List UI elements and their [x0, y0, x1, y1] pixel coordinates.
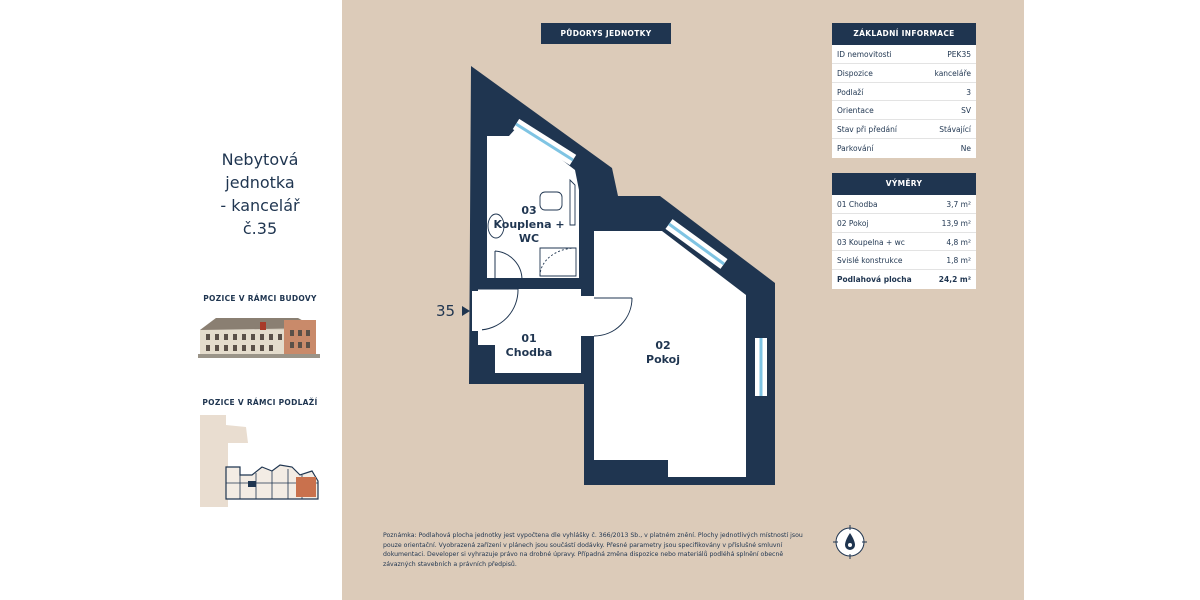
room-label: [633, 339, 693, 367]
note-line: závazných stavebních a právních předpisů.: [383, 560, 517, 568]
table-row: [832, 64, 976, 83]
room-label: [499, 332, 559, 360]
row-value: 4,8 m²: [946, 237, 971, 247]
row-value: kanceláře: [934, 68, 971, 78]
row-label: Orientace: [837, 106, 874, 116]
building-thumbnail: [198, 310, 320, 358]
room-number: 02: [655, 339, 671, 352]
unit-number: 35: [436, 302, 456, 320]
basic-info-header: ZÁKLADNÍ INFORMACE: [832, 23, 976, 45]
room-label: [484, 204, 574, 246]
unit-title: [178, 148, 342, 240]
areas-table: [832, 195, 976, 289]
table-row: [832, 101, 976, 120]
unit-title-line: jednotka: [225, 173, 295, 192]
room-number: 03: [521, 204, 537, 217]
table-row: [832, 120, 976, 139]
room-name: Chodba: [505, 346, 553, 359]
plan-header: PŮDORYS JEDNOTKY: [541, 23, 671, 44]
table-row: [832, 195, 976, 214]
table-row-total: [832, 270, 976, 289]
north-arrow-icon: [832, 524, 868, 560]
row-value: 24,2 m²: [938, 275, 971, 285]
building-position-label: POZICE V RÁMCI BUDOVY: [203, 294, 317, 303]
row-label: Podlaží: [837, 87, 864, 97]
floor-position-label: POZICE V RÁMCI PODLAŽÍ: [202, 398, 318, 407]
table-row: [832, 45, 976, 64]
table-row: [832, 233, 976, 252]
table-row: [832, 139, 976, 158]
row-label: 02 Pokoj: [837, 218, 869, 228]
basic-info-table: [832, 45, 976, 158]
table-row: [832, 251, 976, 270]
row-value: Ne: [960, 144, 971, 153]
row-value: PEK35: [947, 50, 971, 59]
row-label: Podlahová plocha: [837, 275, 912, 285]
row-label: Svislé konstrukce: [837, 256, 903, 266]
table-row: [832, 83, 976, 102]
left-column: [178, 0, 342, 600]
note-line: Poznámka: Podlahová plocha jednotky jest vypočtena dle vyhlášky č. 366/2013 Sb., v platném znění. Plochy jednotlivých místností jsou: [383, 532, 803, 539]
row-value: SV: [961, 106, 971, 116]
unit-title-line: - kancelář: [220, 196, 300, 215]
unit-title-line: č.35: [242, 219, 278, 238]
row-value: 13,9 m²: [941, 218, 971, 228]
row-label: 01 Chodba: [837, 200, 878, 209]
entry-arrow-icon: [462, 306, 470, 316]
row-value: 3,7 m²: [946, 200, 971, 209]
room-name: Pokoj: [646, 353, 680, 366]
row-label: Parkování: [837, 144, 874, 153]
disclaimer-note: [383, 531, 803, 569]
table-row: [832, 214, 976, 233]
unit-title-line: Nebytová: [221, 150, 299, 169]
row-label: 03 Koupelna + wc: [837, 237, 905, 247]
row-value: 3: [966, 87, 971, 97]
row-label: ID nemovitosti: [837, 50, 892, 59]
floor-thumbnail: [200, 415, 320, 507]
areas-header: VÝMĚRY: [832, 173, 976, 195]
note-line: dokumentaci. Developer si vyhrazuje právo na drobné úpravy. Případná změna dispozice nebo materiálů podléhá splnění obecně: [383, 551, 784, 558]
row-label: Dispozice: [837, 68, 873, 78]
room-name: Kouplena + WC: [493, 218, 565, 245]
row-value: Stávající: [939, 125, 971, 135]
row-label: Stav při předání: [837, 125, 897, 135]
room-number: 01: [521, 332, 537, 345]
row-value: 1,8 m²: [946, 256, 971, 266]
note-line: pouze orientační. Vyobrazená zařízení v plánech jsou součástí dodávky. Přesné parametry jsou specifikovány v příslušné smluvní: [383, 541, 783, 549]
